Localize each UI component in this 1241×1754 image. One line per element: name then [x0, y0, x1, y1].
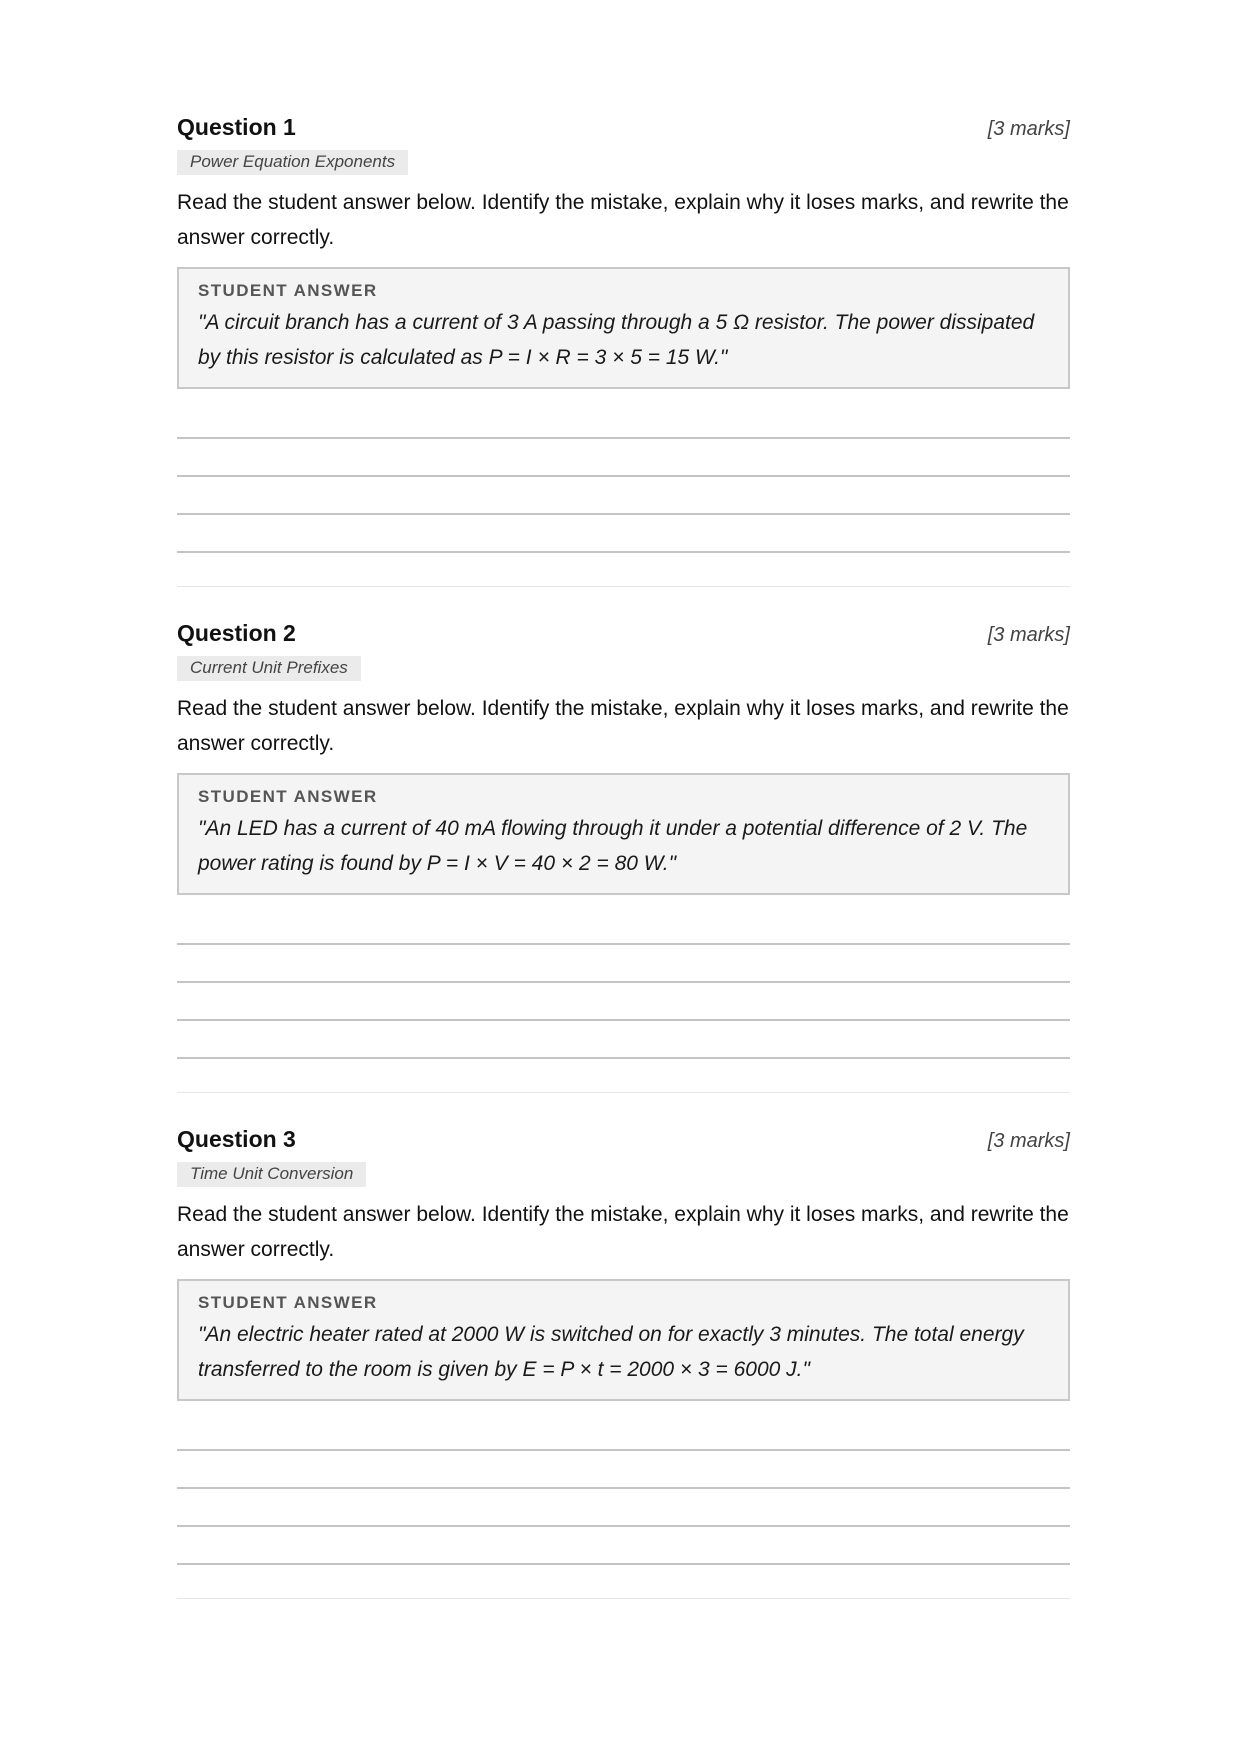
question-marks: [3 marks]	[987, 1130, 1070, 1152]
writing-line[interactable]	[177, 551, 1070, 553]
student-answer-label: STUDENT ANSWER	[198, 281, 378, 300]
writing-line[interactable]	[177, 1057, 1070, 1059]
writing-line[interactable]	[177, 981, 1070, 983]
question-instruction: Read the student answer below. Identify the mistake, explain why it loses marks, and rewrite the answer correctly.	[177, 697, 1069, 755]
student-answer-text: "A circuit branch has a current of 3 A passing through a 5 Ω resistor. The power dissipated by this resistor is calculated as P = I × R = 3 × 5 = 15 W."	[198, 311, 1035, 369]
question-instruction: Read the student answer below. Identify the mistake, explain why it loses marks, and rewrite the answer correctly.	[177, 1203, 1069, 1261]
question-header	[177, 114, 1070, 144]
writing-line[interactable]	[177, 513, 1070, 515]
question-divider	[177, 1092, 1070, 1093]
writing-line[interactable]	[177, 1563, 1070, 1565]
student-answer-text: "An LED has a current of 40 mA flowing through it under a potential difference of 2 V. The power rating is found by P = I × V = 40 × 2 = 80 W."	[198, 817, 1028, 875]
question-header	[177, 1126, 1070, 1156]
question-1	[177, 114, 1070, 587]
writing-lines[interactable]	[177, 437, 1070, 553]
writing-line[interactable]	[177, 437, 1070, 439]
writing-line[interactable]	[177, 475, 1070, 477]
question-marks: [3 marks]	[987, 118, 1070, 140]
writing-line[interactable]	[177, 1449, 1070, 1451]
question-title: Question 2	[177, 620, 296, 646]
question-marks: [3 marks]	[987, 624, 1070, 646]
topic-tag: Current Unit Prefixes	[177, 656, 361, 681]
question-divider	[177, 586, 1070, 587]
question-header	[177, 620, 1070, 650]
writing-lines[interactable]	[177, 1449, 1070, 1565]
question-instruction: Read the student answer below. Identify the mistake, explain why it loses marks, and rewrite the answer correctly.	[177, 191, 1069, 249]
topic-tag: Power Equation Exponents	[177, 150, 408, 175]
writing-line[interactable]	[177, 1525, 1070, 1527]
question-title: Question 1	[177, 114, 296, 140]
student-answer-label: STUDENT ANSWER	[198, 1293, 378, 1312]
student-answer-label: STUDENT ANSWER	[198, 787, 378, 806]
writing-lines[interactable]	[177, 943, 1070, 1059]
question-3	[177, 1126, 1070, 1599]
student-answer-text: "An electric heater rated at 2000 W is switched on for exactly 3 minutes. The total energy transferred to the room is given by E = P × t = 2000 × 3 = 6000 J."	[198, 1323, 1024, 1381]
writing-line[interactable]	[177, 1019, 1070, 1021]
topic-tag: Time Unit Conversion	[177, 1162, 366, 1187]
writing-line[interactable]	[177, 943, 1070, 945]
student-answer-box	[177, 1279, 1070, 1401]
student-answer-box	[177, 267, 1070, 389]
question-2	[177, 620, 1070, 1093]
question-title: Question 3	[177, 1126, 296, 1152]
writing-line[interactable]	[177, 1487, 1070, 1489]
student-answer-box	[177, 773, 1070, 895]
question-divider	[177, 1598, 1070, 1599]
